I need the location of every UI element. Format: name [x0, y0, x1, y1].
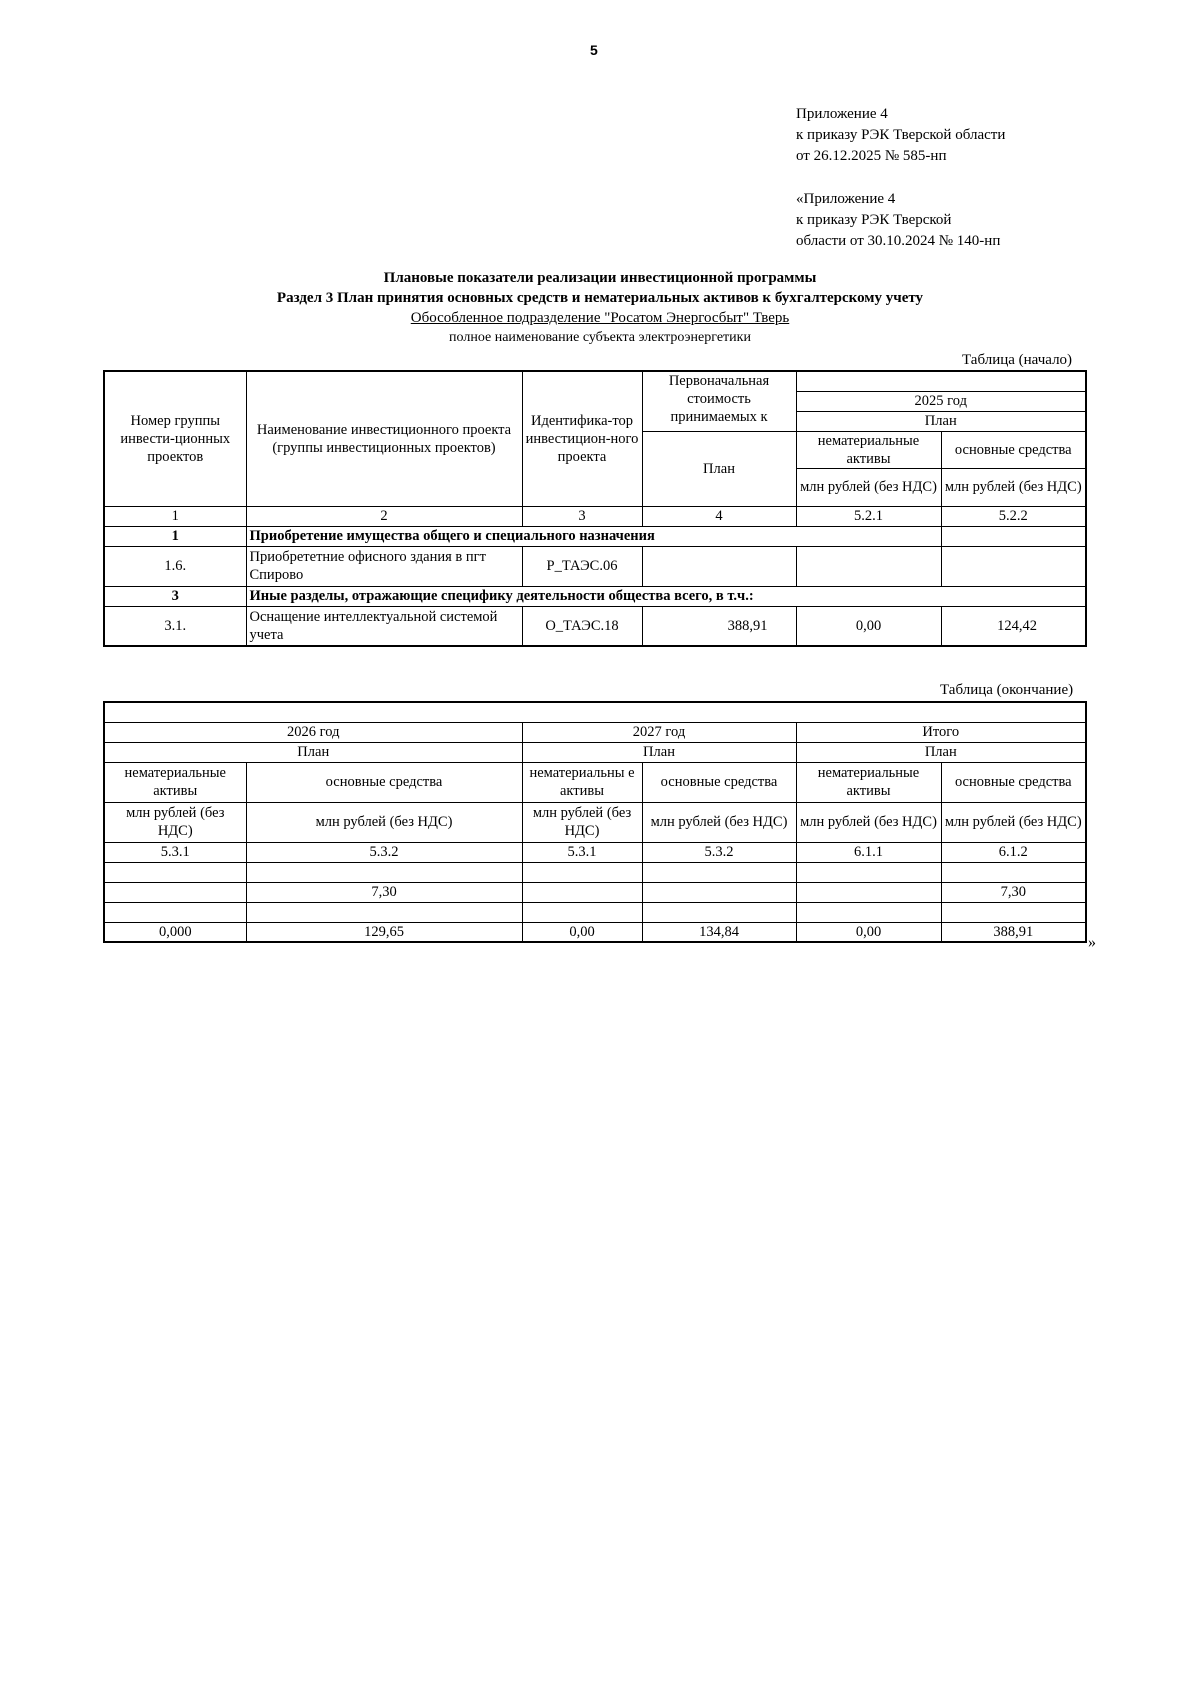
- row-fixed: 124,42: [941, 606, 1086, 646]
- sub-header: основные средства: [941, 762, 1086, 802]
- cell: [796, 862, 941, 882]
- row-identifier: Р_ТАЭС.06: [522, 546, 642, 586]
- cell: [246, 862, 522, 882]
- table2-caption: Таблица (окончание): [940, 682, 1074, 698]
- appendix-previous-line1: «Приложение 4: [796, 191, 896, 207]
- table-row: [104, 546, 1086, 586]
- appendix-current-line1: Приложение 4: [796, 106, 888, 122]
- row-num: 3: [104, 586, 246, 606]
- header-group-number: Номер группы инвести-ционных проектов: [104, 371, 246, 506]
- cell: 7,30: [246, 882, 522, 902]
- cell: [522, 862, 642, 882]
- row-fixed: [941, 546, 1086, 586]
- cell: 0,00: [796, 922, 941, 942]
- row-identifier: О_ТАЭС.18: [522, 606, 642, 646]
- unit-header: млн рублей (без НДС): [522, 802, 642, 842]
- document-titles: [0, 268, 1200, 348]
- col-number: 5.3.1: [104, 842, 246, 862]
- appendix-previous: [796, 189, 1000, 252]
- cell: 134,84: [642, 922, 796, 942]
- column-numbers-row: [104, 842, 1086, 862]
- cell: [522, 882, 642, 902]
- table1-caption: Таблица (начало): [962, 352, 1073, 368]
- plan-2026: План: [104, 742, 522, 762]
- closing-quote: »: [1088, 934, 1096, 951]
- unit-header: млн рублей (без НДС): [104, 802, 246, 842]
- sub-header: основные средства: [642, 762, 796, 802]
- col-number: 6.1.2: [941, 842, 1086, 862]
- row-name: Иные разделы, отражающие специфику деятельности общества всего, в т.ч.:: [246, 586, 1086, 606]
- table-end: [103, 701, 1087, 943]
- col-number: 1: [104, 506, 246, 526]
- cell: 7,30: [941, 882, 1086, 902]
- header-unit-intangible: млн рублей (без НДС): [796, 468, 941, 506]
- header-fixed: основные средства: [941, 431, 1086, 468]
- header-year-2025: 2025 год: [796, 391, 1086, 411]
- cell: [941, 862, 1086, 882]
- entity-name: Обособленное подразделение "Росатом Энергосбыт" Тверь: [410, 310, 790, 326]
- row-intangible: [796, 546, 941, 586]
- appendix-previous-line3: области от 30.10.2024 № 140-нп: [796, 233, 1001, 249]
- col-number: 5.2.2: [941, 506, 1086, 526]
- cell: [642, 862, 796, 882]
- row-name: Приобретение имущества общего и специального назначения: [246, 526, 941, 546]
- header-spacer: [796, 371, 1086, 391]
- unit-header: млн рублей (без НДС): [246, 802, 522, 842]
- table-row: [104, 882, 1086, 902]
- header-plan-2025: План: [796, 411, 1086, 431]
- cell: [642, 902, 796, 922]
- row-num: 1: [104, 526, 246, 546]
- cell: [522, 902, 642, 922]
- header-identifier: Идентифика-тор инвестицион-ного проекта: [522, 371, 642, 506]
- col-number: 5.2.1: [796, 506, 941, 526]
- plan-2027: План: [522, 742, 796, 762]
- cell: [104, 902, 246, 922]
- table-row: [104, 862, 1086, 882]
- cell: [104, 862, 246, 882]
- sub-header: нематериальны е активы: [522, 762, 642, 802]
- sub-header: нематериальные активы: [796, 762, 941, 802]
- table-row-section: [104, 586, 1086, 606]
- table-row-section: [104, 526, 1086, 546]
- row-intangible: 0,00: [796, 606, 941, 646]
- row-empty: [941, 526, 1086, 546]
- col-number: 5.3.2: [246, 842, 522, 862]
- sub-header: основные средства: [246, 762, 522, 802]
- table-start: [103, 370, 1087, 647]
- col-number: 5.3.2: [642, 842, 796, 862]
- year-total: Итого: [796, 722, 1086, 742]
- cell: 0,00: [522, 922, 642, 942]
- entity-caption: полное наименование субъекта электроэнергетики: [449, 330, 751, 345]
- cell: [941, 902, 1086, 922]
- row-num: 1.6.: [104, 546, 246, 586]
- row-cost: [642, 546, 796, 586]
- col-number: 6.1.1: [796, 842, 941, 862]
- cell: [796, 882, 941, 902]
- appendix-current-line3: от 26.12.2025 № 585-нп: [796, 148, 947, 164]
- row-name: Оснащение интеллектуальной системой учета: [246, 606, 522, 646]
- cell: [104, 882, 246, 902]
- cell: [796, 902, 941, 922]
- header-plan-col4: План: [642, 431, 796, 506]
- unit-header: млн рублей (без НДС): [941, 802, 1086, 842]
- header-unit-fixed: млн рублей (без НДС): [941, 468, 1086, 506]
- col-number: 3: [522, 506, 642, 526]
- table-row-total: [104, 922, 1086, 942]
- header-initial-cost: Первоначальная стоимость принимаемых к: [642, 371, 796, 431]
- year-2027: 2027 год: [522, 722, 796, 742]
- header-project-name: Наименование инвестиционного проекта (группы инвестиционных проектов): [246, 371, 522, 506]
- cell: 129,65: [246, 922, 522, 942]
- header-intangible: нематериальные активы: [796, 431, 941, 468]
- col-number: 4: [642, 506, 796, 526]
- table-row: [104, 902, 1086, 922]
- col-number: 2: [246, 506, 522, 526]
- plan-total: План: [796, 742, 1086, 762]
- table2-top-spacer: [104, 702, 1086, 722]
- unit-header: млн рублей (без НДС): [642, 802, 796, 842]
- col-number: 5.3.1: [522, 842, 642, 862]
- unit-header: млн рублей (без НДС): [796, 802, 941, 842]
- row-num: 3.1.: [104, 606, 246, 646]
- cell: [246, 902, 522, 922]
- sub-header: нематериальные активы: [104, 762, 246, 802]
- section-title: Раздел 3 План принятия основных средств и нематериальных активов к бухгалтерскому учету: [276, 290, 924, 306]
- table-row: [104, 606, 1086, 646]
- main-title: Плановые показатели реализации инвестиционной программы: [383, 270, 817, 286]
- year-2026: 2026 год: [104, 722, 522, 742]
- page-number: 5: [590, 42, 598, 58]
- row-name: Приобрететние офисного здания в пгт Спирово: [246, 546, 522, 586]
- appendix-previous-line2: к приказу РЭК Тверской: [796, 212, 952, 228]
- row-cost: 388,91: [642, 606, 796, 646]
- appendix-current-line2: к приказу РЭК Тверской области: [796, 127, 1006, 143]
- cell: 388,91: [941, 922, 1086, 942]
- cell: 0,000: [104, 922, 246, 942]
- cell: [642, 882, 796, 902]
- appendix-current: [796, 104, 1005, 167]
- column-numbers-row: [104, 506, 1086, 526]
